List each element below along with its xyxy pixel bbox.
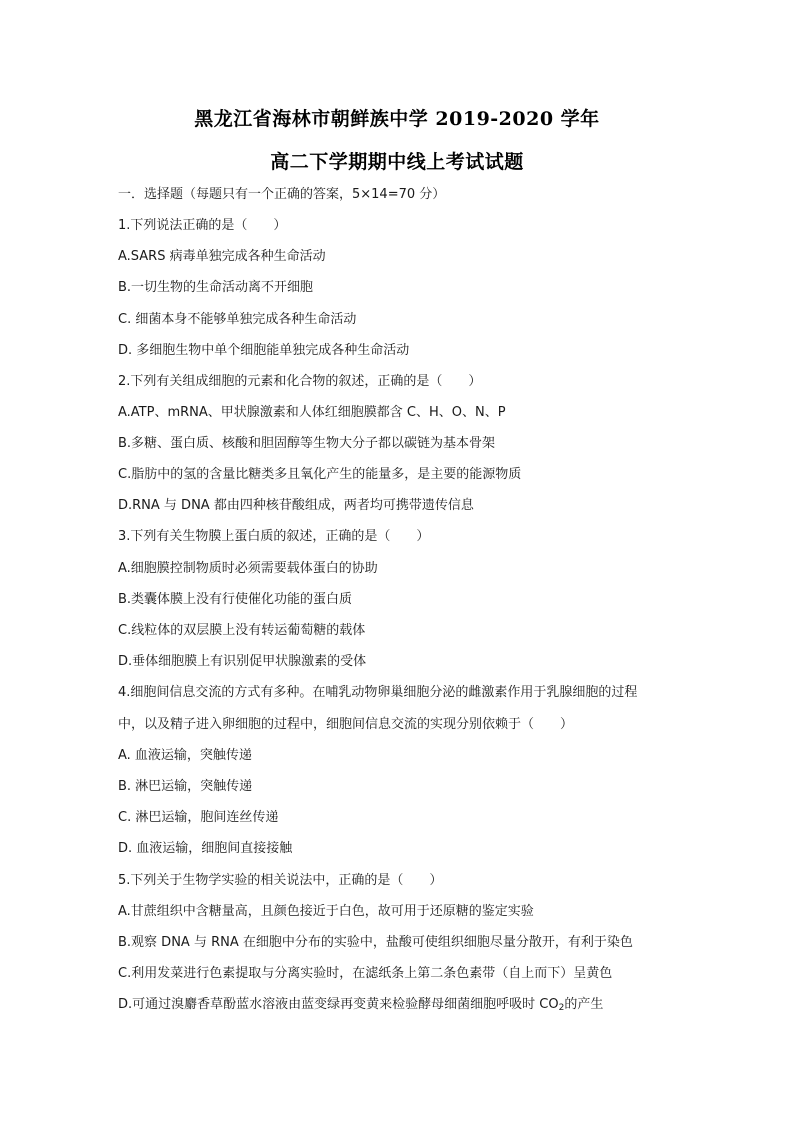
question-1-stem: 1.下列说法正确的是（ ） <box>118 218 287 233</box>
question-2-option-d: D.RNA 与 DNA 都由四种核苷酸组成，两者均可携带遗传信息 <box>118 498 474 513</box>
question-5-option-d-suffix: 的产生 <box>564 997 604 1012</box>
question-4-stem-line1: 4.细胞间信息交流的方式有多种。在哺乳动物卵巢细胞分泌的雌激素作用于乳腺细胞的过程 <box>118 685 638 700</box>
question-3-option-a: A.细胞膜控制物质时必须需要载体蛋白的协助 <box>118 561 378 576</box>
question-2-option-c: C.脂肪中的氢的含量比糖类多且氧化产生的能量多，是主要的能源物质 <box>118 467 522 482</box>
section-heading: 一．选择题（每题只有一个正确的答案，5×14=70 分） <box>118 187 446 202</box>
question-4-option-a: A. 血液运输，突触传递 <box>118 748 252 763</box>
question-5-option-c: C.利用发菜进行色素提取与分离实验时，在滤纸条上第二条色素带（自上而下）呈黄色 <box>118 966 613 981</box>
question-3-option-c: C.线粒体的双层膜上没有转运葡萄糖的载体 <box>118 623 366 638</box>
question-2-stem: 2.下列有关组成细胞的元素和化合物的叙述，正确的是（ ） <box>118 374 482 389</box>
question-2-option-b: B.多糖、蛋白质、核酸和胆固醇等生物大分子都以碳链为基本骨架 <box>118 436 496 451</box>
question-5-stem: 5.下列关于生物学实验的相关说法中，正确的是（ ） <box>118 873 443 888</box>
question-5-option-d-prefix: D.可通过溴麝香草酚蓝水溶液由蓝变绿再变黄来检验酵母细菌细胞呼吸时 CO <box>118 997 559 1012</box>
question-1-option-d: D. 多细胞生物中单个细胞能单独完成各种生命活动 <box>118 343 410 358</box>
question-2-option-a: A.ATP、mRNA、甲状腺激素和人体红细胞膜都含 C、H、O、N、P <box>118 405 506 420</box>
question-4-option-b: B. 淋巴运输，突触传递 <box>118 779 253 794</box>
question-1-option-b: B.一切生物的生命活动离不开细胞 <box>118 280 314 295</box>
question-3-option-d: D.垂体细胞膜上有识别促甲状腺激素的受体 <box>118 654 367 669</box>
question-4-option-c: C. 淋巴运输，胞间连丝传递 <box>118 810 279 825</box>
question-5-option-d <box>118 996 603 1014</box>
question-4-stem-line2: 中，以及精子进入卵细胞的过程中，细胞间信息交流的实现分别依赖于（ ） <box>118 717 574 732</box>
question-1-option-c: C. 细菌本身不能够单独完成各种生命活动 <box>118 312 357 327</box>
document-title-line1: 黑龙江省海林市朝鲜族中学 2019-2020 学年 <box>194 108 600 130</box>
question-5-option-a: A.甘蔗组织中含糖量高，且颜色接近于白色，故可用于还原糖的鉴定实验 <box>118 904 534 919</box>
question-3-stem: 3.下列有关生物膜上蛋白质的叙述，正确的是（ ） <box>118 529 430 544</box>
question-5-option-b: B.观察 DNA 与 RNA 在细胞中分布的实验中，盐酸可使组织细胞尽量分散开，有利于染色 <box>118 935 633 950</box>
document-title-line2: 高二下学期期中线上考试试题 <box>270 151 524 173</box>
question-1-option-a: A.SARS 病毒单独完成各种生命活动 <box>118 249 326 264</box>
question-4-option-d: D. 血液运输，细胞间直接接触 <box>118 841 293 856</box>
question-3-option-b: B.类囊体膜上没有行使催化功能的蛋白质 <box>118 592 353 607</box>
co2-subscript: 2 <box>558 1003 565 1013</box>
